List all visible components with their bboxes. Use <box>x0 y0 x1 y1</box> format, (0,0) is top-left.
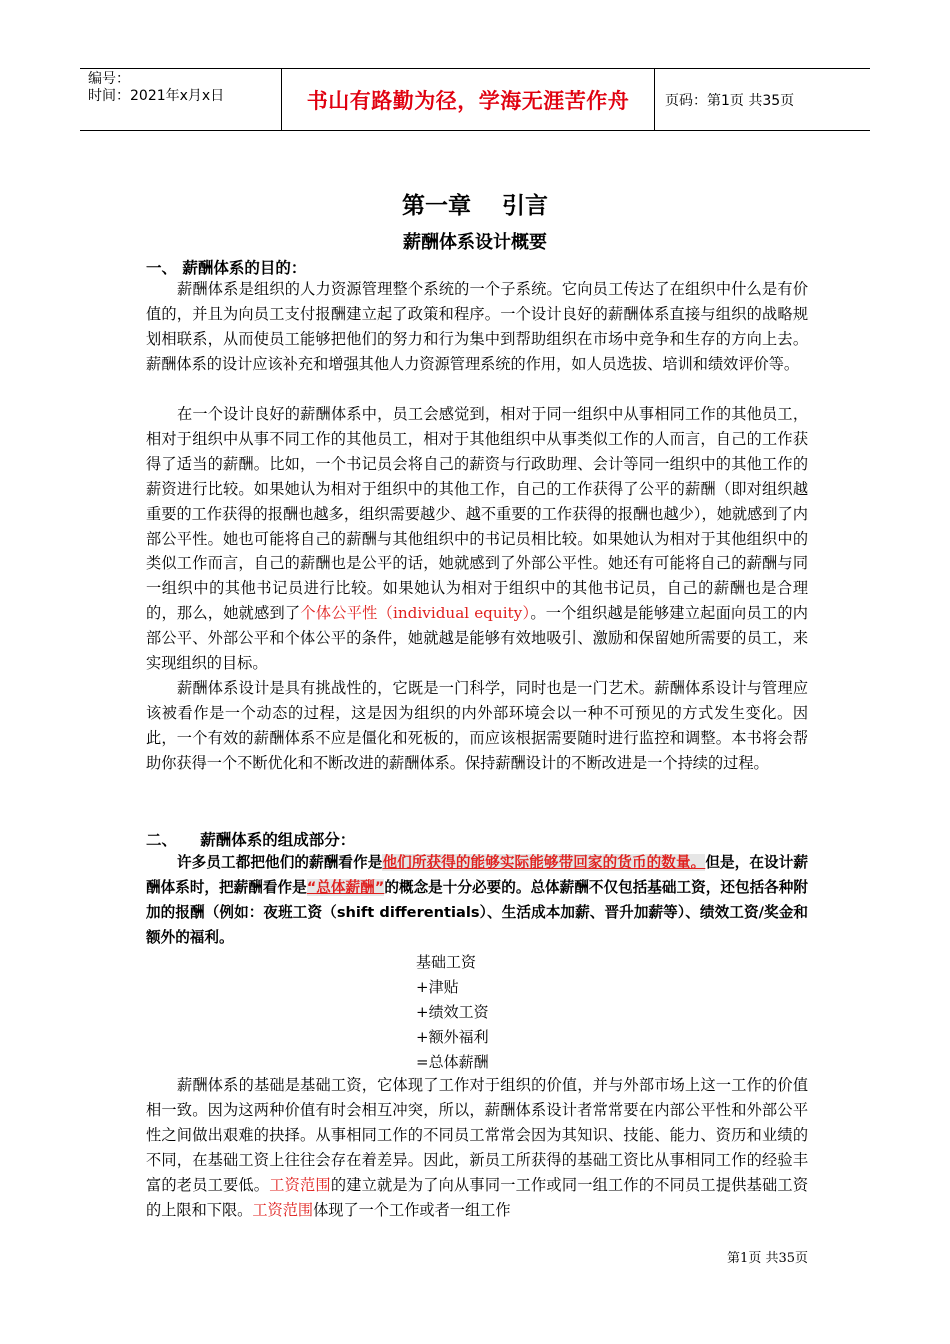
text-run: 。一个组织越是能够建立起面向员工的内部公平、外部公平和个体公平的条件，她就越是能够有效地吸引、激励和保留她所需要的员工，来实现组织的目标。 <box>146 604 808 673</box>
formula-line: +绩效工资 <box>416 1003 489 1021</box>
header-page-cell <box>655 69 870 130</box>
formula-line: +津贴 <box>416 978 459 996</box>
header-left-cell <box>80 69 282 130</box>
individual-equity-term: 个体公平性（individual equity） <box>300 604 531 623</box>
pay-formula <box>416 950 489 1075</box>
section1-paragraph-3: 薪酬体系设计是具有挑战性的，它既是一门科学，同时也是一门艺术。薪酬体系设计与管理应该被看作是一个动态的过程，这是因为组织的内外部环境会以一种不可预见的方式发生变化。因此，一个有效的薪酬体系不应是僵化和死板的，而应该根据需要随时进行监控和调整。本书将会帮助你获得一个不断优化和不断改进的薪酬体系。保持薪酬设计的不断改进是一个持续的过程。 <box>146 679 808 772</box>
text-run: 体现了一个工作或者一组工作 <box>313 1200 511 1219</box>
text-run: 的概念是十分必要的。总体薪酬不仅包括基础工资，还包括各种附加的报酬（例如：夜班工资（shift differentials）、生活成本加薪、晋升加薪等）、绩效工资/奖金和额外的福利。 <box>146 879 808 946</box>
text-run: 的建立就是为了向从事同一工作或同一组工作的不同员工提供基础工资的上限和下限。 <box>146 1175 809 1219</box>
page-info: 页码：第1页 共35页 <box>665 92 795 109</box>
formula-line: =总体薪酬 <box>416 1053 489 1071</box>
section2-heading: 二、 薪酬体系的组成部分： <box>146 831 356 849</box>
text-run: 在一个设计良好的薪酬体系中，员工会感觉到，相对于同一组织中从事相同工作的其他员工，相对于组织中从事不同工作的其他员工，相对于其他组织中从事类似工作的人而言，自己的工作获得了适当的薪酬。比如，一个书记员会将自己的薪资与行政助理、会计等同一组织中的其他工作的薪资进行比较。如果她认为相对于组织中的其他工作，自己的工作获得了公平的薪酬（即对组织越重要的工作获得的报酬也越多，组织需要越少、越不重要的工作获得的报酬也越少），她就感到了内部公平性。她也可能将自己的薪酬与其他组织中的书记员相比较。如果她认为相对于其他组织中的类似工作而言，自己的薪酬也是公平的话，她就感到了外部公平性。她还有可能将自己的薪酬与同一组织中的其他书记员进行比较。如果她认为相对于组织中的其他书记员，自己的薪酬也是合理的，那么，她就感到了 <box>146 405 808 623</box>
number-label: 编号： <box>88 71 130 87</box>
pay-range-term: 工资范围 <box>252 1200 314 1219</box>
text-run: 但是，在设计薪酬体系时，把薪酬看作是 <box>146 854 808 896</box>
formula-line: +额外福利 <box>416 1028 489 1046</box>
subtitle: 薪酬体系设计概要 <box>403 232 547 253</box>
header-motto-cell <box>282 69 655 130</box>
section1-paragraph-2 <box>146 402 808 676</box>
time-label: 时间：2021年x月x日 <box>88 88 225 104</box>
chapter-title: 第一章 引言 <box>401 193 548 219</box>
section1-heading: 一、 薪酬体系的目的： <box>146 259 307 277</box>
section2-paragraph-2 <box>146 1073 808 1222</box>
section2-paragraph-1 <box>146 850 808 950</box>
formula-line: 基础工资 <box>416 953 477 971</box>
pay-range-term: 工资范围 <box>269 1175 331 1194</box>
motto-text: 书山有路勤为径，学海无涯苦作舟 <box>306 88 630 113</box>
highlight-total-pay: “总体薪酬” <box>306 879 385 896</box>
text-run: 许多员工都把他们的薪酬看作是 <box>177 854 383 871</box>
page-footer: 第1页 共35页 <box>727 1251 808 1266</box>
header-table <box>80 68 870 131</box>
section1-paragraph-1: 薪酬体系是组织的人力资源管理整个系统的一个子系统。它向员工传达了在组织中什么是有价值的，并且为向员工支付报酬建立起了政策和程序。一个设计良好的薪酬体系直接与组织的战略规划相联系，从而使员工能够把他们的努力和行为集中到帮助组织在市场中竞争和生存的方向上去。薪酬体系的设计应该补充和增强其他人力资源管理系统的作用，如人员选拔、培训和绩效评价等。 <box>146 280 808 373</box>
highlight-money-text: 他们所获得的能够实际能够带回家的货币的数量。 <box>382 854 706 871</box>
text-run: 薪酬体系的基础是基础工资，它体现了工作对于组织的价值，并与外部市场上这一工作的价值相一致。因为这两种价值有时会相互冲突，所以，薪酬体系设计者常常要在内部公平性和外部公平性之间做出艰难的抉择。从事相同工作的不同员工常常会因为其知识、技能、能力、资历和业绩的不同，在基础工资上往往会存在着差异。因此，新员工所获得的基础工资比从事相同工作的经验丰富的老员工要低。 <box>146 1076 808 1194</box>
